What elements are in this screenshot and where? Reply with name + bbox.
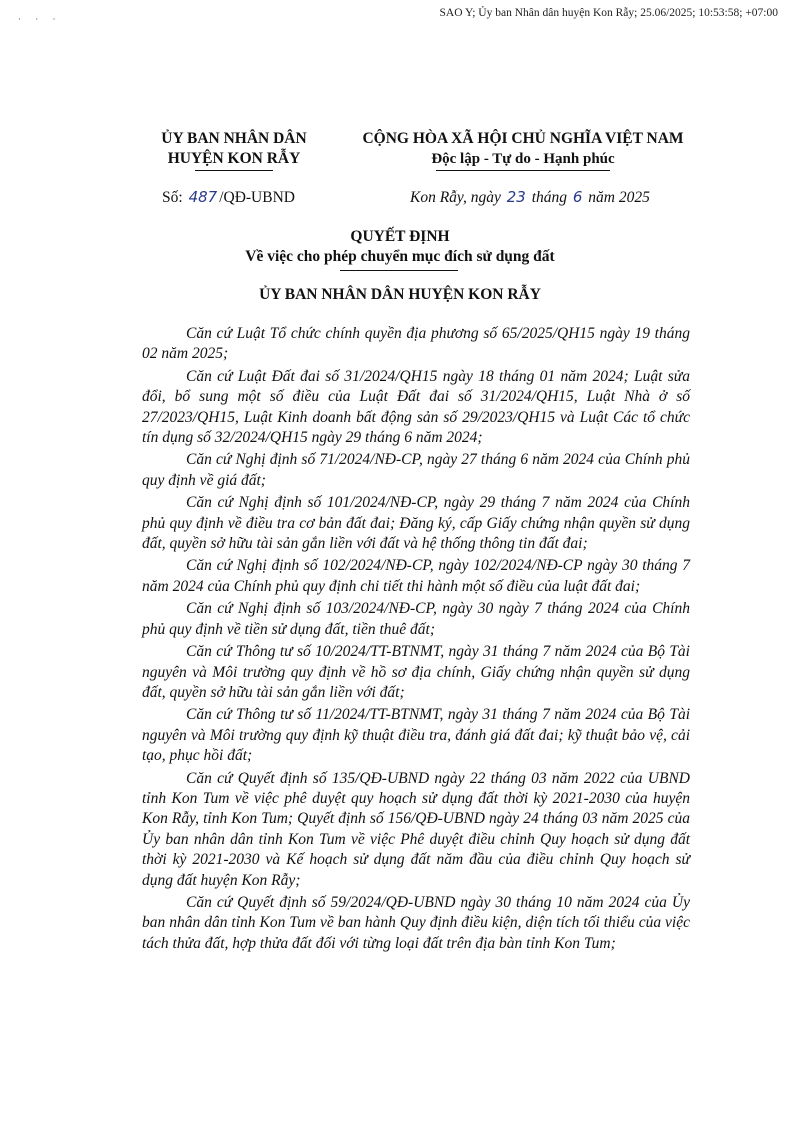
agency-underline: [195, 170, 273, 171]
nation-motto: Độc lập - Tự do - Hạnh phúc: [431, 151, 615, 167]
legal-basis-paragraph: Căn cứ Nghị định số 103/2024/NĐ-CP, ngày 30 ngày 7 tháng 2024 của Chính phủ quy định về tiền sử dụng đất, tiền thuê đất;: [142, 600, 690, 638]
legal-basis-paragraph: Căn cứ Nghị định số 71/2024/NĐ-CP, ngày 27 tháng 6 năm 2024 của Chính phủ quy định về giá đất;: [142, 451, 690, 489]
legal-bases: [142, 324, 690, 956]
nation-line-1: CỘNG HÒA XÃ HỘI CHỦ NGHĨA VIỆT NAM: [362, 130, 684, 147]
agency-line-1: ỦY BAN NHÂN DÂN: [161, 130, 307, 147]
issuing-agency: [134, 129, 334, 171]
document-date: [410, 188, 650, 207]
legal-basis-paragraph: Căn cứ Quyết định số 59/2024/QĐ-UBND ngày 30 tháng 10 năm 2024 của Ủy ban nhân dân tỉnh Kon Tum về ban hành Quy định điều kiện, diện tích tối thiểu của việc tách thửa đất, hợp thửa đất đối với từng loại đất trên địa bàn tỉnh Kon Tum;: [142, 893, 690, 952]
legal-basis-paragraph: Căn cứ Nghị định số 101/2024/NĐ-CP, ngày 29 tháng 7 năm 2024 của Chính phủ quy định về điều tra cơ bản đất đai; Đăng ký, cấp Giấy chứng nhận quyền sử dụng đất, quyền sở hữu tài sản gắn liền với đất và hệ thống thông tin đất đai;: [142, 494, 690, 553]
legal-basis-paragraph: Căn cứ Thông tư số 10/2024/TT-BTNMT, ngày 31 tháng 7 năm 2024 của Bộ Tài nguyên và Môi trường quy định về hồ sơ địa chính, Giấy chứng nhận quyền sử dụng đất, quyền sở hữu tài sản gắn liền với đất;: [142, 643, 690, 701]
document-number: [162, 188, 295, 207]
national-heading: [328, 129, 718, 171]
date-place: Kon Rẫy, ngày: [410, 189, 501, 206]
document-type: QUYẾT ĐỊNH: [350, 228, 450, 245]
legal-basis-paragraph: Căn cứ Thông tư số 11/2024/TT-BTNMT, ngày 31 tháng 7 năm 2024 của Bộ Tài nguyên và Môi trường quy định kỹ thuật điều tra, đánh giá đất đai; kỹ thuật bảo vệ, cải tạo, phục hồi đất;: [142, 706, 690, 765]
digital-copy-stamp: SAO Y; Ủy ban Nhân dân huyện Kon Rẫy; 25.06/2025; 10:53:58; +07:00: [439, 7, 778, 19]
agency-line-2: HUYỆN KON RẪY: [167, 150, 301, 167]
scan-specks: · · ·: [18, 14, 62, 24]
legal-basis-paragraph: Căn cứ Quyết định số 135/QĐ-UBND ngày 22 tháng 03 năm 2022 của UBND tỉnh Kon Tum về việc phê duyệt quy hoạch sử dụng đất thời kỳ 2021-2030 của huyện Kon Rẫy, tỉnh Kon Tum; Quyết định số 156/QĐ-UBND ngày 24 tháng 03 năm 2025 của Ủy ban nhân dân tỉnh Kon Tum về việc Phê duyệt điều chỉnh Quy hoạch sử dụng đất thời kỳ 2021-2030 và Kế hoạch sử dụng đất năm đầu của điều chỉnh Quy hoạch sử dụng đất huyện Kon Rẫy;: [142, 769, 690, 889]
motto-underline: [436, 170, 610, 171]
legal-basis-paragraph: Căn cứ Luật Đất đai số 31/2024/QH15 ngày 18 tháng 01 năm 2024; Luật sửa đổi, bổ sung một số điều của Luật Đất đai số 31/2024/QH15, Luật Nhà ở số 27/2023/QH15, Luật Kinh doanh bất động sản số 29/2023/QH15 và Luật Các tổ chức tín dụng số 32/2024/QH15 ngày 29 tháng 6 năm 2024;: [142, 367, 690, 447]
legal-basis-paragraph: Căn cứ Nghị định số 102/2024/NĐ-CP, ngày 102/2024/NĐ-CP ngày 30 tháng 7 năm 2024 của Chính phủ quy định chi tiết thi hành một số điều của luật đất đai;: [142, 557, 690, 595]
legal-basis-paragraph: Căn cứ Luật Tổ chức chính quyền địa phương số 65/2025/QH15 ngày 19 tháng 02 năm 2025;: [142, 325, 690, 363]
handwritten-month: 6: [572, 188, 583, 206]
handwritten-number: 487: [188, 188, 218, 206]
issuer-heading: ỦY BAN NHÂN DÂN HUYỆN KON RẪY: [259, 286, 541, 303]
number-prefix: Số:: [162, 189, 187, 206]
subject-underline: [340, 270, 458, 271]
date-year: năm 2025: [588, 189, 650, 206]
document-header: [0, 129, 800, 209]
date-month-label: tháng: [531, 189, 567, 206]
document-subject: Về việc cho phép chuyển mục đích sử dụng đất: [245, 248, 555, 265]
handwritten-day: 23: [506, 188, 526, 206]
number-suffix: /QĐ-UBND: [219, 189, 295, 206]
